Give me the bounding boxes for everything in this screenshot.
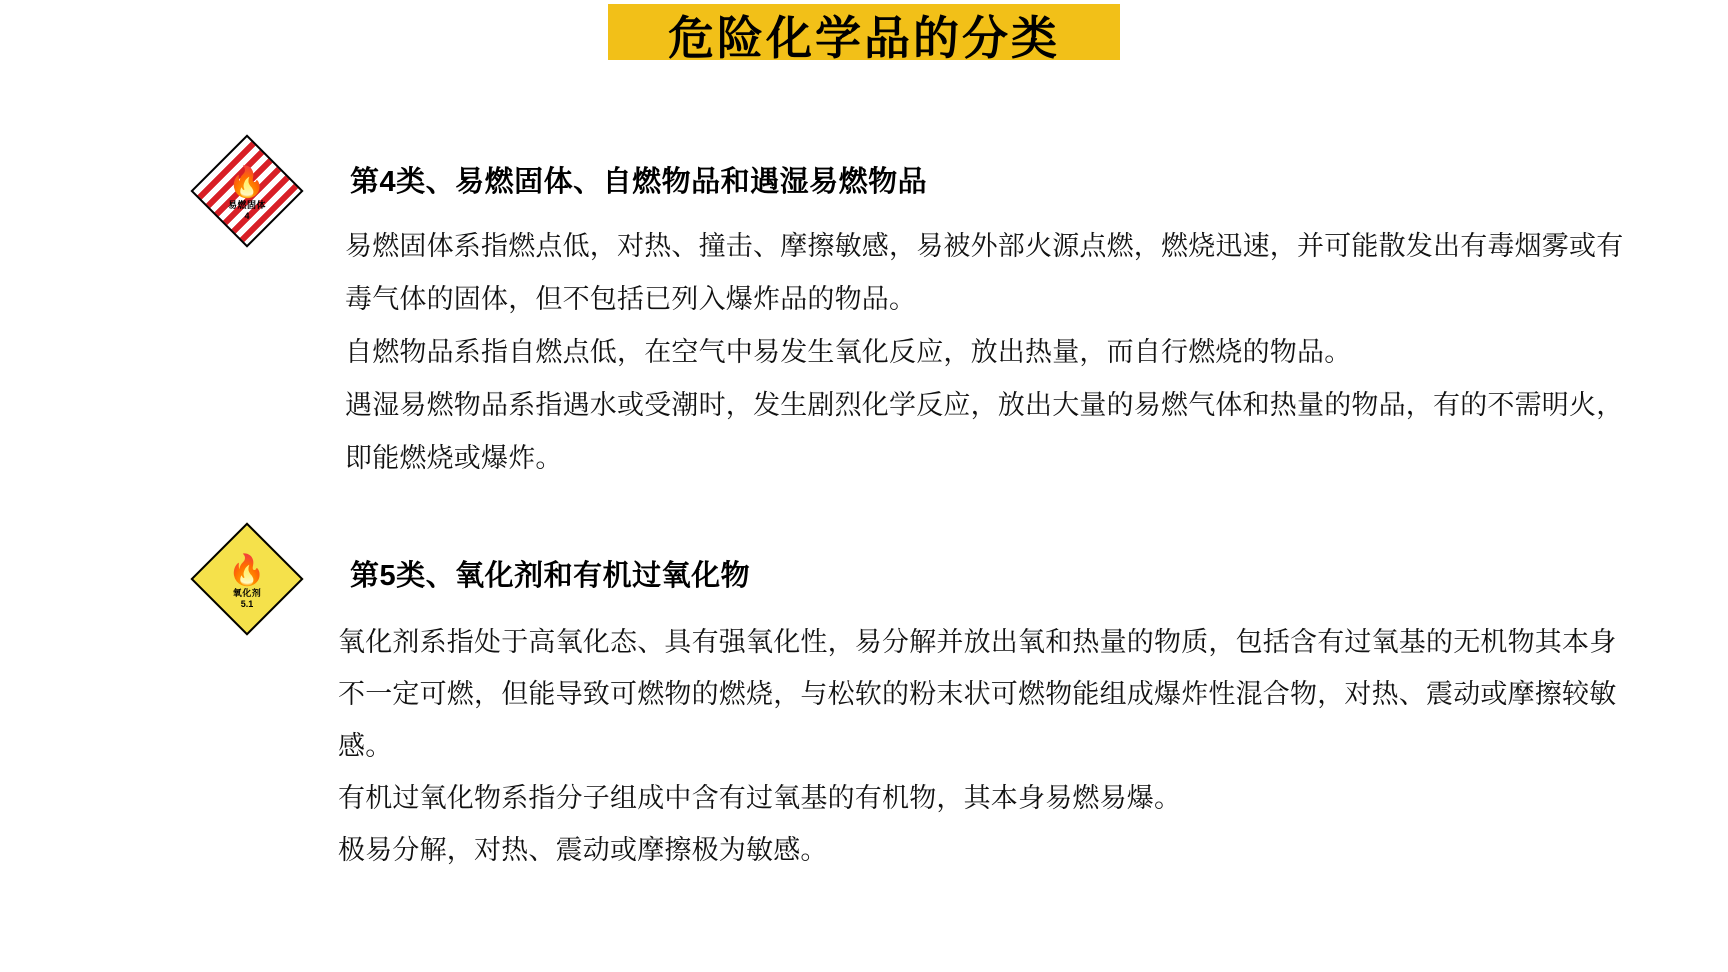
placard-diamond-shape [190,522,303,635]
placard-label-class-4: 易燃固体 [227,199,266,210]
placard-diamond-shape [190,134,303,247]
paragraph: 氧化剂系指处于高氧化态、具有强氧化性，易分解并放出氧和热量的物质，包括含有过氧基的无机物其本身不一定可燃，但能导致可燃物的燃烧，与松软的粉末状可燃物能组成爆炸性混合物，对热、震动或摩擦较敏感。 [338,627,1617,761]
page-title [0,0,1728,88]
heading-class-5: 第5类、氧化剂和有机过氧化物 [350,560,751,592]
paragraph: 极易分解，对热、震动或摩擦极为敏感。 [338,835,828,865]
placard-number-class-4: 4 [244,210,250,221]
placard-number-class-5: 5.1 [240,598,254,609]
heading-class-4: 第4类、易燃固体、自燃物品和遇湿易燃物品 [350,166,928,198]
placard-class-4 [196,140,298,242]
paragraph: 遇湿易燃物品系指遇水或受潮时，发生剧烈化学反应，放出大量的易燃气体和热量的物品，有的不需明火，即能燃烧或爆炸。 [345,390,1624,473]
placard-class-5 [196,528,298,630]
flame-over-circle-icon: 🔥 [228,553,266,587]
title-text: 危险化学品的分类 [668,12,1060,64]
body-class-4 [345,220,1645,485]
body-class-5 [338,616,1638,876]
paragraph: 自燃物品系指自燃点低，在空气中易发生氧化反应，放出热量，而自行燃烧的物品。 [345,337,1352,367]
flame-icon: 🔥 [228,165,266,199]
paragraph: 易燃固体系指燃点低，对热、撞击、摩擦敏感，易被外部火源点燃，燃烧迅速，并可能散发出有毒烟雾或有毒气体的固体，但不包括已列入爆炸品的物品。 [345,231,1624,314]
placard-label-class-5: 氧化剂 [232,587,262,598]
paragraph: 有机过氧化物系指分子组成中含有过氧基的有机物，其本身易燃易爆。 [338,783,1182,813]
